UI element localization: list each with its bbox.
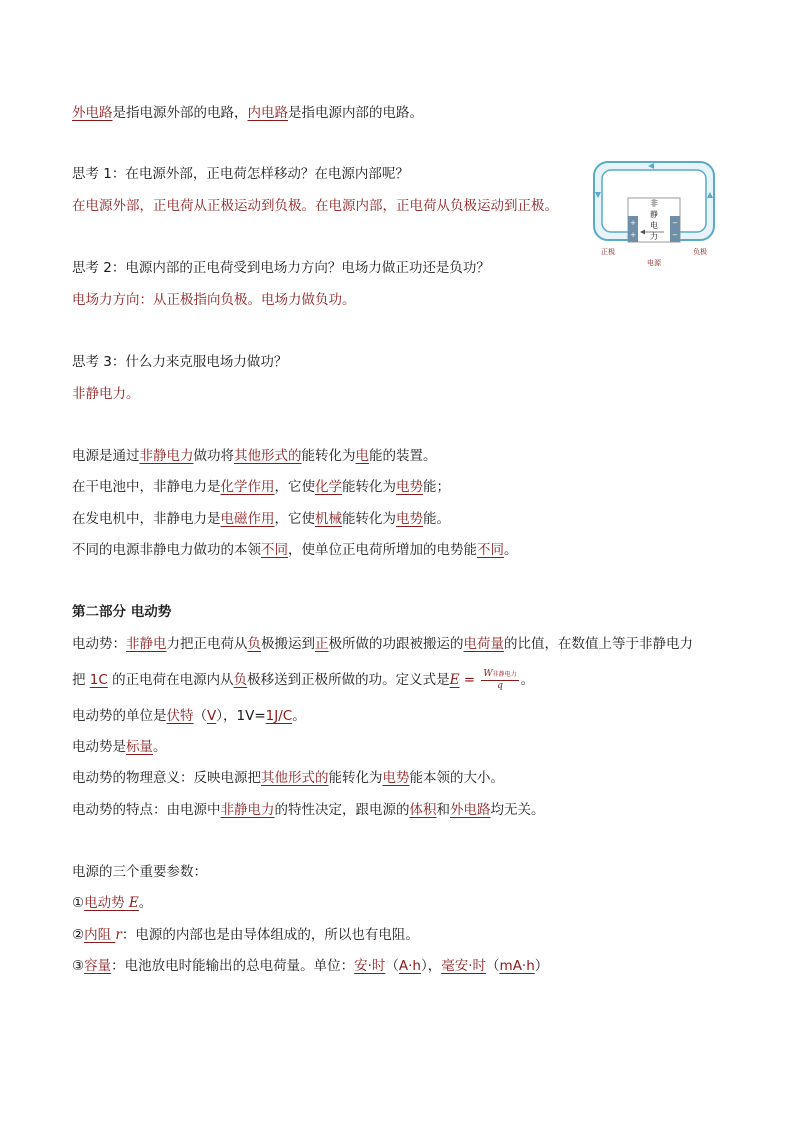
blank: 标量 — [126, 739, 153, 755]
plus-sign: + — [630, 231, 636, 239]
param-capacity — [72, 956, 548, 976]
source-definition — [72, 446, 437, 466]
text: 能的装置。 — [369, 448, 437, 464]
minus-sign: − — [672, 219, 678, 227]
text: 能转化为 — [301, 448, 356, 464]
formula-numerator — [481, 669, 518, 681]
text: 是指电源内部的电路。 — [288, 105, 423, 121]
text: ② — [72, 927, 85, 943]
blank: 电势 — [396, 511, 423, 527]
question-3: 思考 3：什么力来克服电场力做功？ — [72, 354, 288, 370]
section-title: 第二部分 电动势 — [72, 604, 172, 620]
text: 在干电池中，非静电力是 — [72, 479, 221, 495]
text: ：电池放电时能输出的总电荷量。单位： — [111, 958, 355, 974]
text: 极移送到正极所做的功。定义式是 — [247, 672, 450, 688]
emf-definition — [72, 634, 693, 654]
text: （ — [385, 958, 399, 974]
blank: 体积 — [409, 802, 437, 818]
text: 能； — [423, 479, 450, 495]
text: 的特性决定，跟电源的 — [274, 802, 410, 818]
blank: 非静电力 — [220, 802, 275, 818]
text: ），1V= — [216, 708, 266, 724]
term-external-circuit: 外电路 — [72, 105, 113, 121]
force-char: 非 — [650, 199, 658, 208]
blank: 化学作用 — [220, 479, 275, 495]
blank: mA·h — [499, 958, 535, 974]
text: 的比值，在数值上等于非静电力 — [504, 636, 693, 652]
text: 电动势的物理意义：反映电源把 — [72, 770, 261, 786]
text: ：电源的内部也是由导体组成的，所以也有电阻。 — [121, 927, 419, 943]
text: 的正电荷在电源内从 — [107, 672, 234, 688]
text: ） — [534, 958, 549, 974]
text: （ — [193, 708, 207, 724]
text: 。 — [138, 895, 153, 911]
text: 和 — [436, 802, 450, 818]
force-char: 静 — [650, 210, 658, 219]
blank: 非静电力 — [139, 448, 194, 464]
text: 。 — [292, 708, 306, 724]
blank: 电 — [355, 448, 369, 464]
text: ，它使 — [274, 479, 315, 495]
minus-sign: − — [672, 231, 678, 239]
blank: 负 — [247, 636, 261, 652]
blank: 正 — [315, 636, 329, 652]
emf-features — [72, 800, 545, 820]
blank: V — [207, 708, 217, 724]
text: ，它使 — [274, 511, 315, 527]
text: ① — [72, 895, 85, 911]
blank: 1C — [89, 672, 108, 688]
dry-cell-line — [72, 477, 450, 497]
plus-sign: + — [630, 219, 636, 227]
params-title: 电源的三个重要参数： — [72, 864, 207, 880]
positive-label: 正极 — [601, 248, 615, 256]
text: 能转化为 — [342, 511, 396, 527]
answer-1: 在电源外部，正电荷从正极运动到负极。在电源内部，正电荷从负极运动到正极。 — [72, 198, 558, 214]
formula-denominator: q — [497, 681, 503, 691]
generator-line — [72, 509, 450, 529]
answer-2: 电场力方向：从正极指向负极。电场力做负功。 — [72, 292, 356, 308]
text: 电源是通过 — [72, 448, 140, 464]
param-internal-resistance — [72, 925, 419, 945]
text: 均无关。 — [490, 802, 545, 818]
blank: 外电路 — [450, 802, 491, 818]
text: 。 — [504, 542, 518, 558]
text: ）， — [421, 958, 442, 974]
blank: 化学 — [315, 479, 342, 495]
blank: A·h — [398, 958, 421, 974]
text: 电动势： — [72, 636, 126, 652]
text: 是指电源外部的电路， — [112, 105, 248, 121]
blank: 机械 — [315, 511, 342, 527]
blank: 不同 — [477, 542, 504, 558]
emf-definition-cont — [72, 669, 534, 691]
blank: 电动势 — [84, 895, 129, 911]
question-2: 思考 2：电源内部的正电荷受到电场力方向？电场力做正功还是负功？ — [72, 260, 490, 276]
blank: 不同 — [261, 542, 288, 558]
text: 极搬运到 — [261, 636, 315, 652]
force-char: 力 — [650, 232, 658, 241]
answer-3: 非静电力。 — [72, 386, 140, 402]
blank: 1J/C — [265, 708, 293, 724]
symbol-e: E — [128, 895, 139, 911]
power-source-circuit-diagram — [588, 158, 720, 268]
text: 。 — [153, 739, 167, 755]
blank: 内阻 — [84, 927, 116, 943]
symbol-r: r — [115, 927, 122, 943]
formula-symbol-e: E — [449, 672, 460, 688]
text: 力把正电荷从 — [166, 636, 248, 652]
blank: 非静电 — [126, 636, 167, 652]
text: 在发电机中，非静电力是 — [72, 511, 221, 527]
term-internal-circuit: 内电路 — [247, 105, 288, 121]
emf-unit — [72, 706, 306, 726]
formula-w: W — [483, 669, 493, 679]
force-char: 电 — [650, 221, 658, 230]
blank: 负 — [233, 672, 248, 688]
difference-line — [72, 540, 518, 560]
source-label: 电源 — [647, 259, 661, 267]
formula-fraction — [481, 669, 518, 691]
blank: 毫安·时 — [441, 958, 487, 974]
text: 做功将 — [193, 448, 234, 464]
emf-meaning — [72, 768, 504, 788]
emf-scalar — [72, 737, 167, 757]
blank: 其他形式的 — [261, 770, 329, 786]
blank: 容量 — [84, 958, 112, 974]
negative-label: 负极 — [693, 248, 707, 256]
blank: 电磁作用 — [220, 511, 275, 527]
blank: 其他形式的 — [234, 448, 302, 464]
blank: 电势 — [396, 479, 423, 495]
formula-equals: = — [459, 672, 480, 688]
text: 能本领的大小。 — [409, 770, 504, 786]
text: 不同的电源非静电力做功的本领 — [72, 542, 261, 558]
text: 电动势的单位是 — [72, 708, 167, 724]
text: 能转化为 — [342, 479, 396, 495]
text: 把 — [72, 672, 90, 688]
question-1: 思考 1：在电源外部，正电荷怎样移动？在电源内部呢？ — [72, 166, 409, 182]
blank: 安·时 — [354, 958, 386, 974]
text: 电动势的特点：由电源中 — [72, 802, 221, 818]
paragraph-circuit-def — [72, 103, 423, 123]
text: 极所做的功跟被搬运的 — [328, 636, 464, 652]
text: ③ — [72, 958, 85, 974]
text: 能转化为 — [328, 770, 383, 786]
text: 。 — [520, 672, 535, 688]
text: ，使单位正电荷所增加的电势能 — [288, 542, 477, 558]
text: 电动势是 — [72, 739, 126, 755]
param-emf — [72, 893, 152, 913]
blank: 电荷量 — [463, 636, 504, 652]
text: （ — [486, 958, 500, 974]
blank: 电势 — [382, 770, 410, 786]
formula-subscript: 非静电力 — [492, 671, 517, 678]
text: 能。 — [423, 511, 450, 527]
blank: 伏特 — [166, 708, 194, 724]
